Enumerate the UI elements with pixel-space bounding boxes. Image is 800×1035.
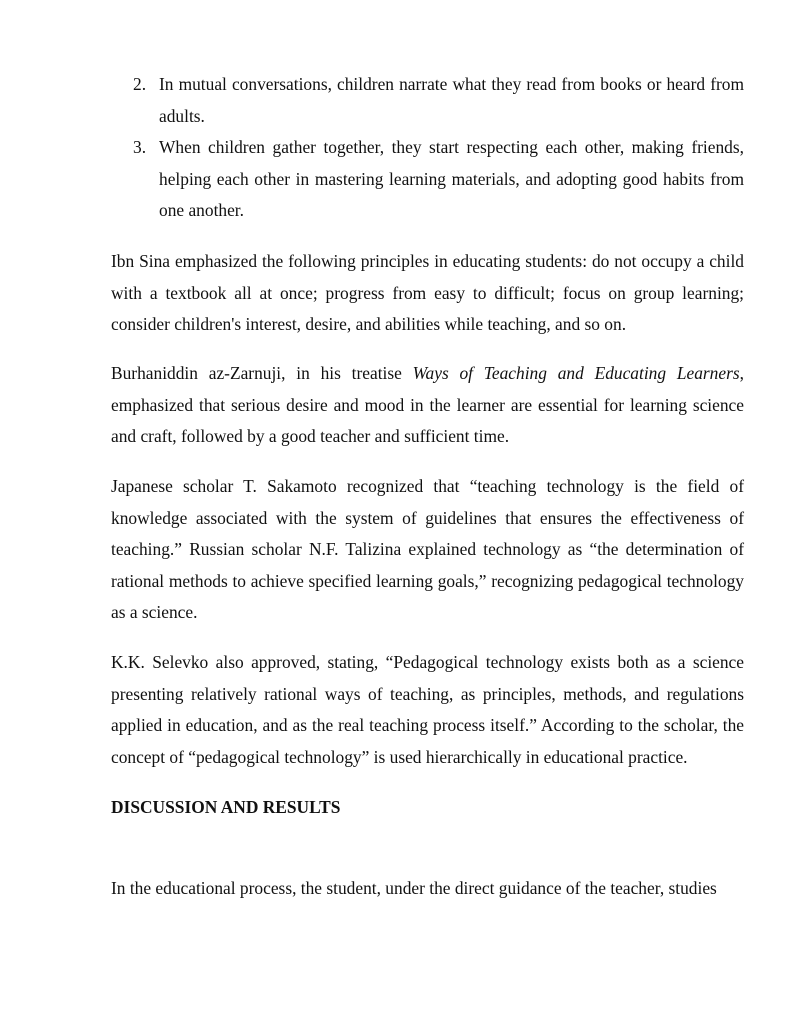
paragraph-zarnuji: [111, 358, 744, 453]
list-text: When children gather together, they start respecting each other, making friends, helping each other in mastering learning materials, and adopting good habits from one another.: [159, 137, 744, 221]
section-heading: DISCUSSION AND RESULTS: [111, 797, 341, 817]
list-text: In mutual conversations, children narrate what they read from books or heard from adults.: [159, 74, 744, 126]
paragraph-selevko: K.K. Selevko also approved, stating, “Pedagogical technology exists both as a science presenting relatively rational ways of teaching, as principles, methods, and regulations applied in education, and as the real teaching process itself.” According to the scholar, the concept of “pedagogical technology” is used hierarchically in educational practice.: [111, 652, 744, 767]
list-number: 2.: [133, 74, 147, 94]
list-item-3: [111, 132, 744, 227]
paragraph-sakamoto: Japanese scholar T. Sakamoto recognized that “teaching technology is the field of knowledge associated with the system of guidelines that ensures the effectiveness of teaching.” Russian scholar N.F. Talizina explained technology as “the determination of rational methods to achieve specified learning goals,” recognizing pedagogical technology as a science.: [111, 476, 744, 623]
paragraph-ibn-sina: Ibn Sina emphasized the following principles in educating students: do not occupy a child with a textbook all at once; progress from easy to difficult; focus on group learning; consider children's interest, desire, and abilities while teaching, and so on.: [111, 251, 744, 335]
paragraph-text: Burhaniddin az-Zarnuji, in his treatise: [111, 363, 413, 383]
list-item-2: [111, 69, 744, 132]
paragraph-text: , emphasized that serious desire and mood in the learner are essential for learning science and craft, followed by a good teacher and sufficient time.: [111, 363, 744, 447]
paragraph-discussion: In the educational process, the student, under the direct guidance of the teacher, studies: [111, 878, 717, 898]
treatise-title: Ways of Teaching and Educating Learners: [412, 363, 740, 383]
list-number: 3.: [133, 137, 147, 157]
